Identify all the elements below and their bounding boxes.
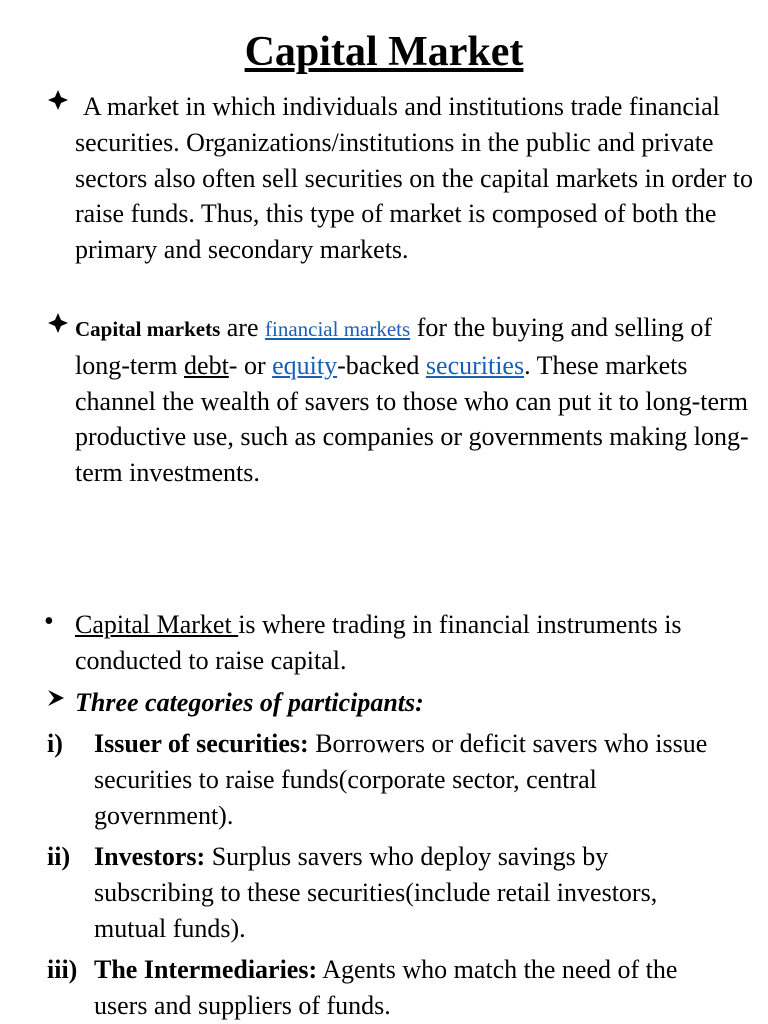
section2-text	[75, 310, 755, 491]
diamond-bullet-icon	[47, 86, 69, 122]
section3-text	[75, 607, 755, 679]
section2-t3: - or	[228, 350, 273, 380]
financial-markets-link[interactable]: financial markets	[265, 317, 411, 341]
section2-t1: are	[220, 313, 265, 342]
diamond-bullet-icon	[47, 309, 69, 345]
participant-numeral-1: i)	[47, 729, 63, 758]
equity-link[interactable]: equity	[272, 350, 338, 380]
participant-term-1: Issuer of securities:	[94, 729, 309, 758]
section3-body: is where trading in financial instruments is conducted to raise capital.	[75, 610, 682, 675]
participant-item-3	[94, 952, 734, 1024]
section2-lead: Capital markets	[75, 317, 221, 341]
categories-heading: Three categories of participants:	[75, 688, 424, 717]
participant-term-3: The Intermediaries:	[94, 955, 318, 984]
round-bullet-icon: •	[44, 606, 54, 637]
section2-t4: -backed	[337, 350, 426, 380]
securities-link[interactable]: securities	[425, 350, 525, 380]
participant-numeral-2: ii)	[47, 842, 71, 871]
participant-desc-2: Surplus savers who deploy savings by subscribing to these securities(include retail investors, mutual funds).	[94, 842, 658, 943]
section1-text: A market in which individuals and institutions trade financial securities. Organizations/institutions in the public and private sectors also often sell securities on the capital markets in order to raise funds. Thus, this type of market is composed of both the primary and secondary markets.	[75, 92, 753, 265]
participant-term-2: Investors:	[94, 842, 206, 871]
debt-term: debt	[184, 350, 229, 380]
section2-t5: . These markets channel the wealth of savers to those who can put it to long-term productive use, such as companies or governments making long-term investments.	[75, 350, 749, 488]
page-title: Capital Market	[244, 29, 524, 75]
capital-market-term: Capital Market	[75, 610, 239, 639]
participant-desc-1: Borrowers or deficit savers who issue securities to raise funds(corporate sector, central government).	[94, 729, 708, 830]
arrow-bullet-icon	[46, 684, 66, 720]
participant-item-2	[94, 839, 734, 946]
participant-desc-3: Agents who match the need of the users and suppliers of funds.	[94, 955, 678, 1020]
section2-t2: for the buying and selling of long-term	[75, 313, 713, 380]
participant-item-1	[94, 726, 734, 833]
participant-numeral-3: iii)	[47, 955, 78, 984]
